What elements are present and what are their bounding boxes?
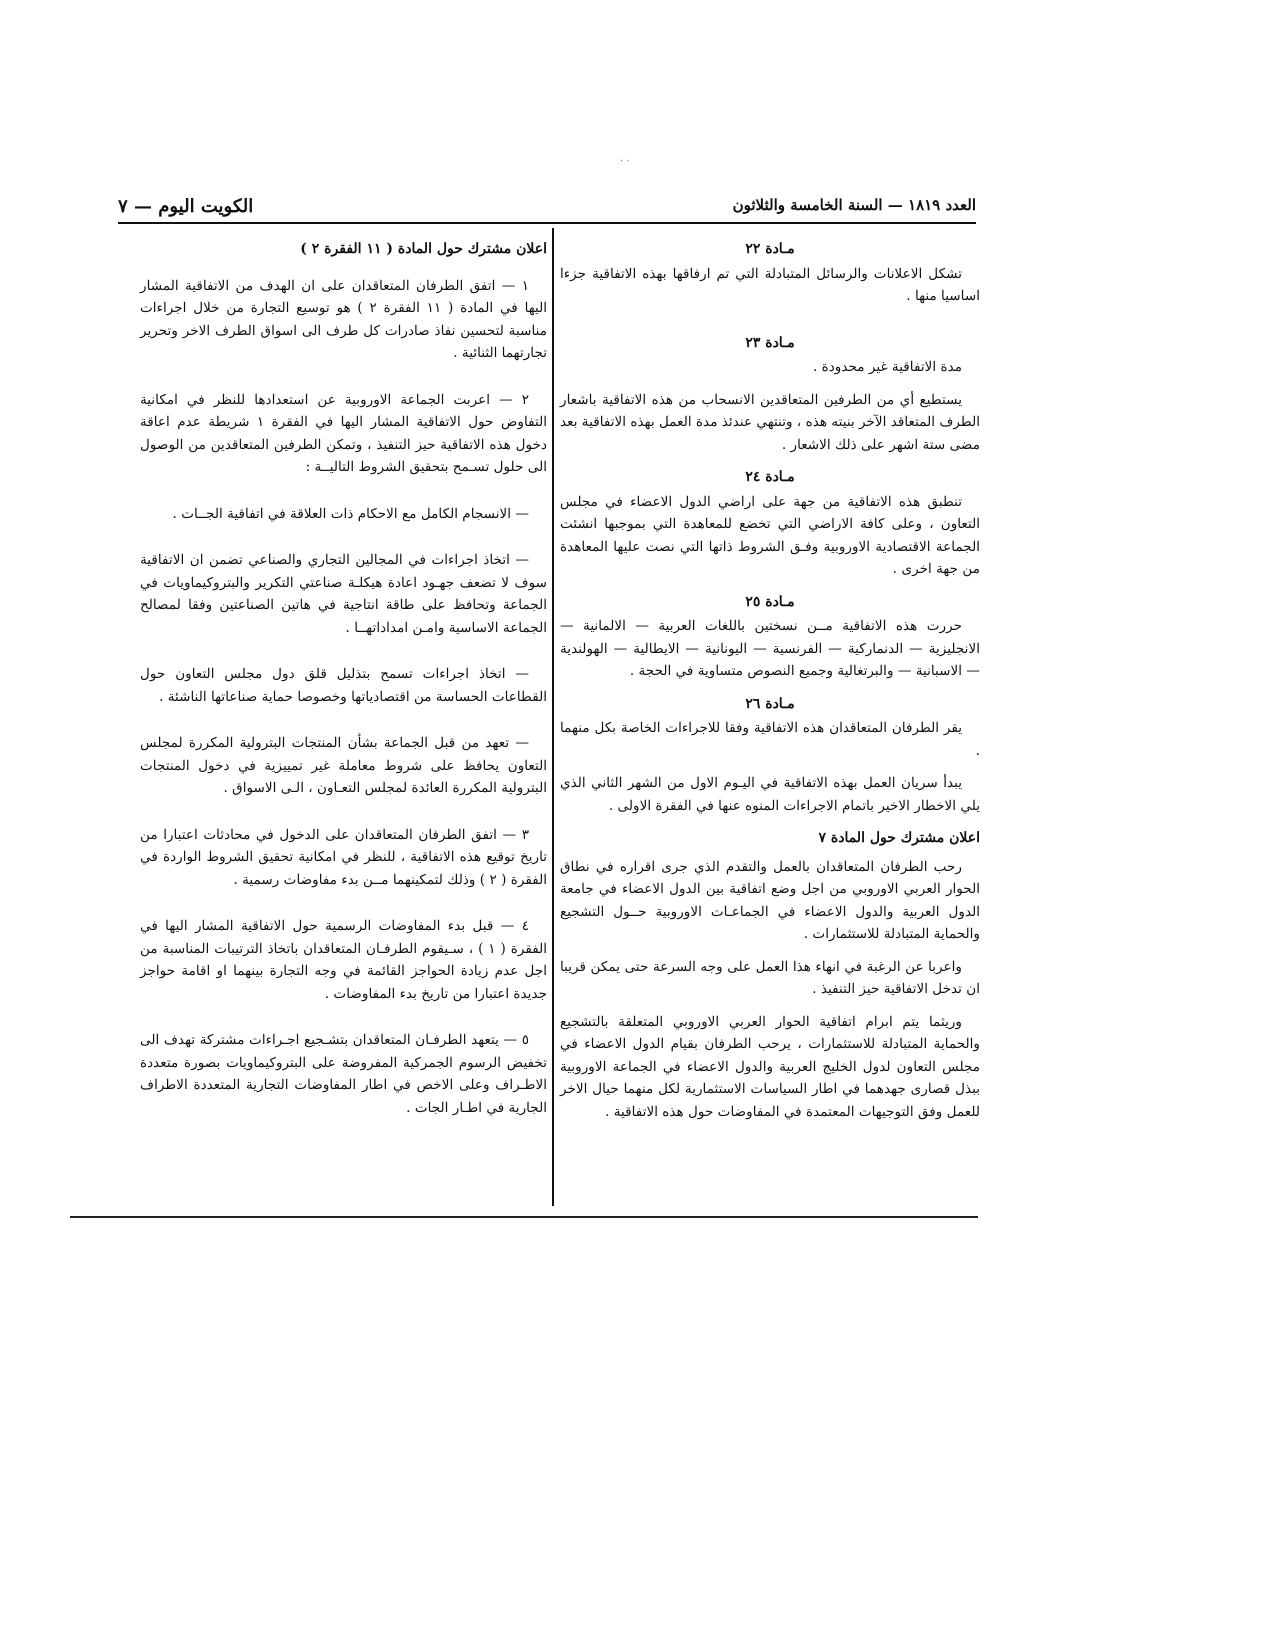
article-23-text-2: يستطيع أي من الطرفين المتعاقدين الانسحاب من هذه الاتفاقية باشعار الطرف المتعاقد الآخر بنيته هذه ، وتنتهي عندئذ مدة العمل بهذه الاتفاقية بعد مضى ستة اشهر على ذلك الاشعار . [560, 391, 980, 453]
declaration-11-condition-1: — الانسجام الكامل مع الاحكام ذات العلاقة في اتفاقية الجــات . [172, 505, 529, 522]
declaration-11-paragraph-5: ٥ — يتعهد الطرفـان المتعاقدان بتشـجيع اجـراءات مشتركة تهدف الى تخفيض الرسوم الجمركية المفروضة على البتروكيماويات بصورة متعددة الاطـراف وعلى الاخص في اطار المفاوضات التجارية المتعددة الاطراف الجارية في اطـار الجات . [140, 1032, 547, 1116]
declaration-article-7-title: اعلان مشترك حول المادة ٧ [818, 830, 980, 846]
article-22-text: تشكل الاعلانات والرسائل المتبادلة التي تم ارفاقها بهذه الاتفاقية جزءا اساسيا منها . [560, 265, 980, 304]
newspaper-title: الكويت اليوم — ٧ [118, 196, 254, 217]
article-23-text-1: مدة الاتفاقية غير محدودة . [812, 359, 962, 375]
article-26-title: مـادة ٢٦ [745, 695, 795, 712]
scan-specks: · · [620, 156, 630, 167]
declaration-article-7-text-2: واعربا عن الرغبة في انهاء هذا العمل على وجه السرعة حتى يمكن قريبا ان تدخل الاتفاقية حيز التنفيذ . [560, 958, 980, 997]
left-column [140, 238, 547, 1129]
issue-info: العدد ١٨١٩ — السنة الخامسة والثلاثون [732, 196, 976, 214]
declaration-11-paragraph-1: ١ — اتفق الطرفان المتعاقدان على ان الهدف من الاتفاقية المشار اليها في المادة ( ١١ الفقرة ٢ ) هو توسيع التجارة من خلال اجراءات مناسبة لتحسين نفاذ صادرات كل طرف الى اسواق الطرف الاخر وتحرير تجارتهما الثنائية . [140, 277, 548, 361]
declaration-11-condition-3: — اتخاذ اجراءات تسمح بتذليل قلق دول مجلس التعاون حول القطاعات الحساسة من اقتصادياتها وخصوصا حماية صناعاتها الناشئة . [140, 666, 547, 705]
declaration-11-condition-2: — اتخاذ اجراءات في المجالين التجاري والصناعي تضمن ان الاتفاقية سوف لا تضعف جهـود اعادة هيكلـة صناعتي التكرير والبتروكيماويات في الجماعة وتحافظ على طاقة انتاجية في هاتين الصناعتين وفقا لمصالح الجماعة الاساسية وامـن امداداتهــا . [140, 552, 547, 636]
article-24-title: مـادة ٢٤ [745, 469, 795, 485]
declaration-11-condition-4: — تعهد من قبل الجماعة بشأن المنتجات البترولية المكررة لمجلس التعاون يحافظ على شروط معاملة غير تمييزية في دخول المنتجات البترولية المكررة العائدة لمجلس التعـاون ، الـى الاسواق . [140, 735, 547, 796]
page-header [118, 196, 976, 224]
article-24-text: تنطبق هذه الاتفاقية من جهة على اراضي الدول الاعضاء في مجلس التعاون ، وعلى كافة الاراضي التي تخضع للمعاهدة التي بموجبها انشئت الجماعة الاقتصادية الاوروبية وفـق الشروط ذاتها التي نصت عليها المعاهدة من جهة اخرى . [560, 493, 980, 577]
article-26-text-1: يقر الطرفان المتعاقدان هذه الاتفاقية وفقا للاجراءات الخاصة بكل منهما . [560, 720, 980, 759]
declaration-article-7-text-1: رحب الطرفان المتعاقدان بالعمل والتقدم الذي جرى اقراره في نطاق الحوار العربي الاوروبي من اجل وضع اتفاقية بين الدول الاعضاء في جامعة الدول العربية والدول الاعضاء في الجماعـات الاوروبية حــول التشجيع والحماية المتبادلة للاستثمارات . [560, 858, 980, 942]
article-23-title: مـادة ٢٣ [745, 334, 795, 351]
column-divider [552, 228, 554, 1206]
article-25-text: حررت هذه الاتفاقية مــن نسختين باللغات العربية — الالمانية — الانجليزية — الدنماركية — الفرنسية — اليونانية — الايطالية — الهولندية — الاسبانية — والبرتغالية وجميع النصوص متساوية في الحجة . [560, 618, 980, 679]
right-column [560, 238, 980, 1133]
bottom-rule [70, 1216, 978, 1218]
article-22-title: مـادة ٢٢ [745, 241, 795, 257]
declaration-11-paragraph-4: ٤ — قبل بدء المفاوضات الرسمية حول الاتفاقية المشار اليها في الفقرة ( ١ ) ، سـيقوم الطرفـان المتعاقدان باتخاذ الترتيبات المناسبة من اجل عدم زيادة الحواجز القائمة في وجه التجارة بينهما او اقامة حواجز جديدة اعتبارا من تاريخ بدء المفاوضات . [140, 918, 547, 1002]
declaration-article-11-title: اعلان مشترك حول المادة ( ١١ الفقرة ٢ ) [300, 241, 547, 257]
article-25-title: مـادة ٢٥ [745, 593, 795, 610]
declaration-11-paragraph-3: ٣ — اتفق الطرفان المتعاقدان على الدخول في محادثات اعتبارا من تاريخ توقيع هذه الاتفاقية ، للنظر في امكانية تحقيق الشروط الواردة في الفقرة ( ٢ ) وذلك لتمكينهما مــن بدء مفاوضات رسمية . [140, 826, 547, 888]
declaration-11-paragraph-2: ٢ — اعربت الجماعة الاوروبية عن استعدادها للنظر في امكانية التفاوض حول الاتفاقية المشار اليها في الفقرة ١ شريطة عدم اعاقة دخول هذه الاتفاقية حيز التنفيذ ، وتمكن الطرفين المتعاقدين من الوصول الى حلول تسـمح بتحقيق الشروط التاليــة : [140, 391, 547, 475]
article-26-text-2: يبدأ سريان العمل بهذه الاتفاقية في اليـوم الاول من الشهر الثاني الذي يلي الاخطار الاخير باتمام الاجراءات المنوه عنها في الفقرة الاولى . [560, 775, 980, 814]
declaration-article-7-text-3: وريثما يتم ابرام اتفاقية الحوار العربي الاوروبي المتعلقة بالتشجيع والحماية المتبادلة للاستثمارات ، يرحب الطرفان بقيام الدول الاعضاء في مجلس التعاون لدول الخليج العربية والدول الاعضاء في الجماعة الاوروبية ببذل قصارى جهدهما في اطار السياسات الاستثمارية لكل منهما حيال الاخر للعمل وفق التوجيهات المعتمدة في المفاوضات حول هذه الاتفاقية . [560, 1013, 980, 1120]
